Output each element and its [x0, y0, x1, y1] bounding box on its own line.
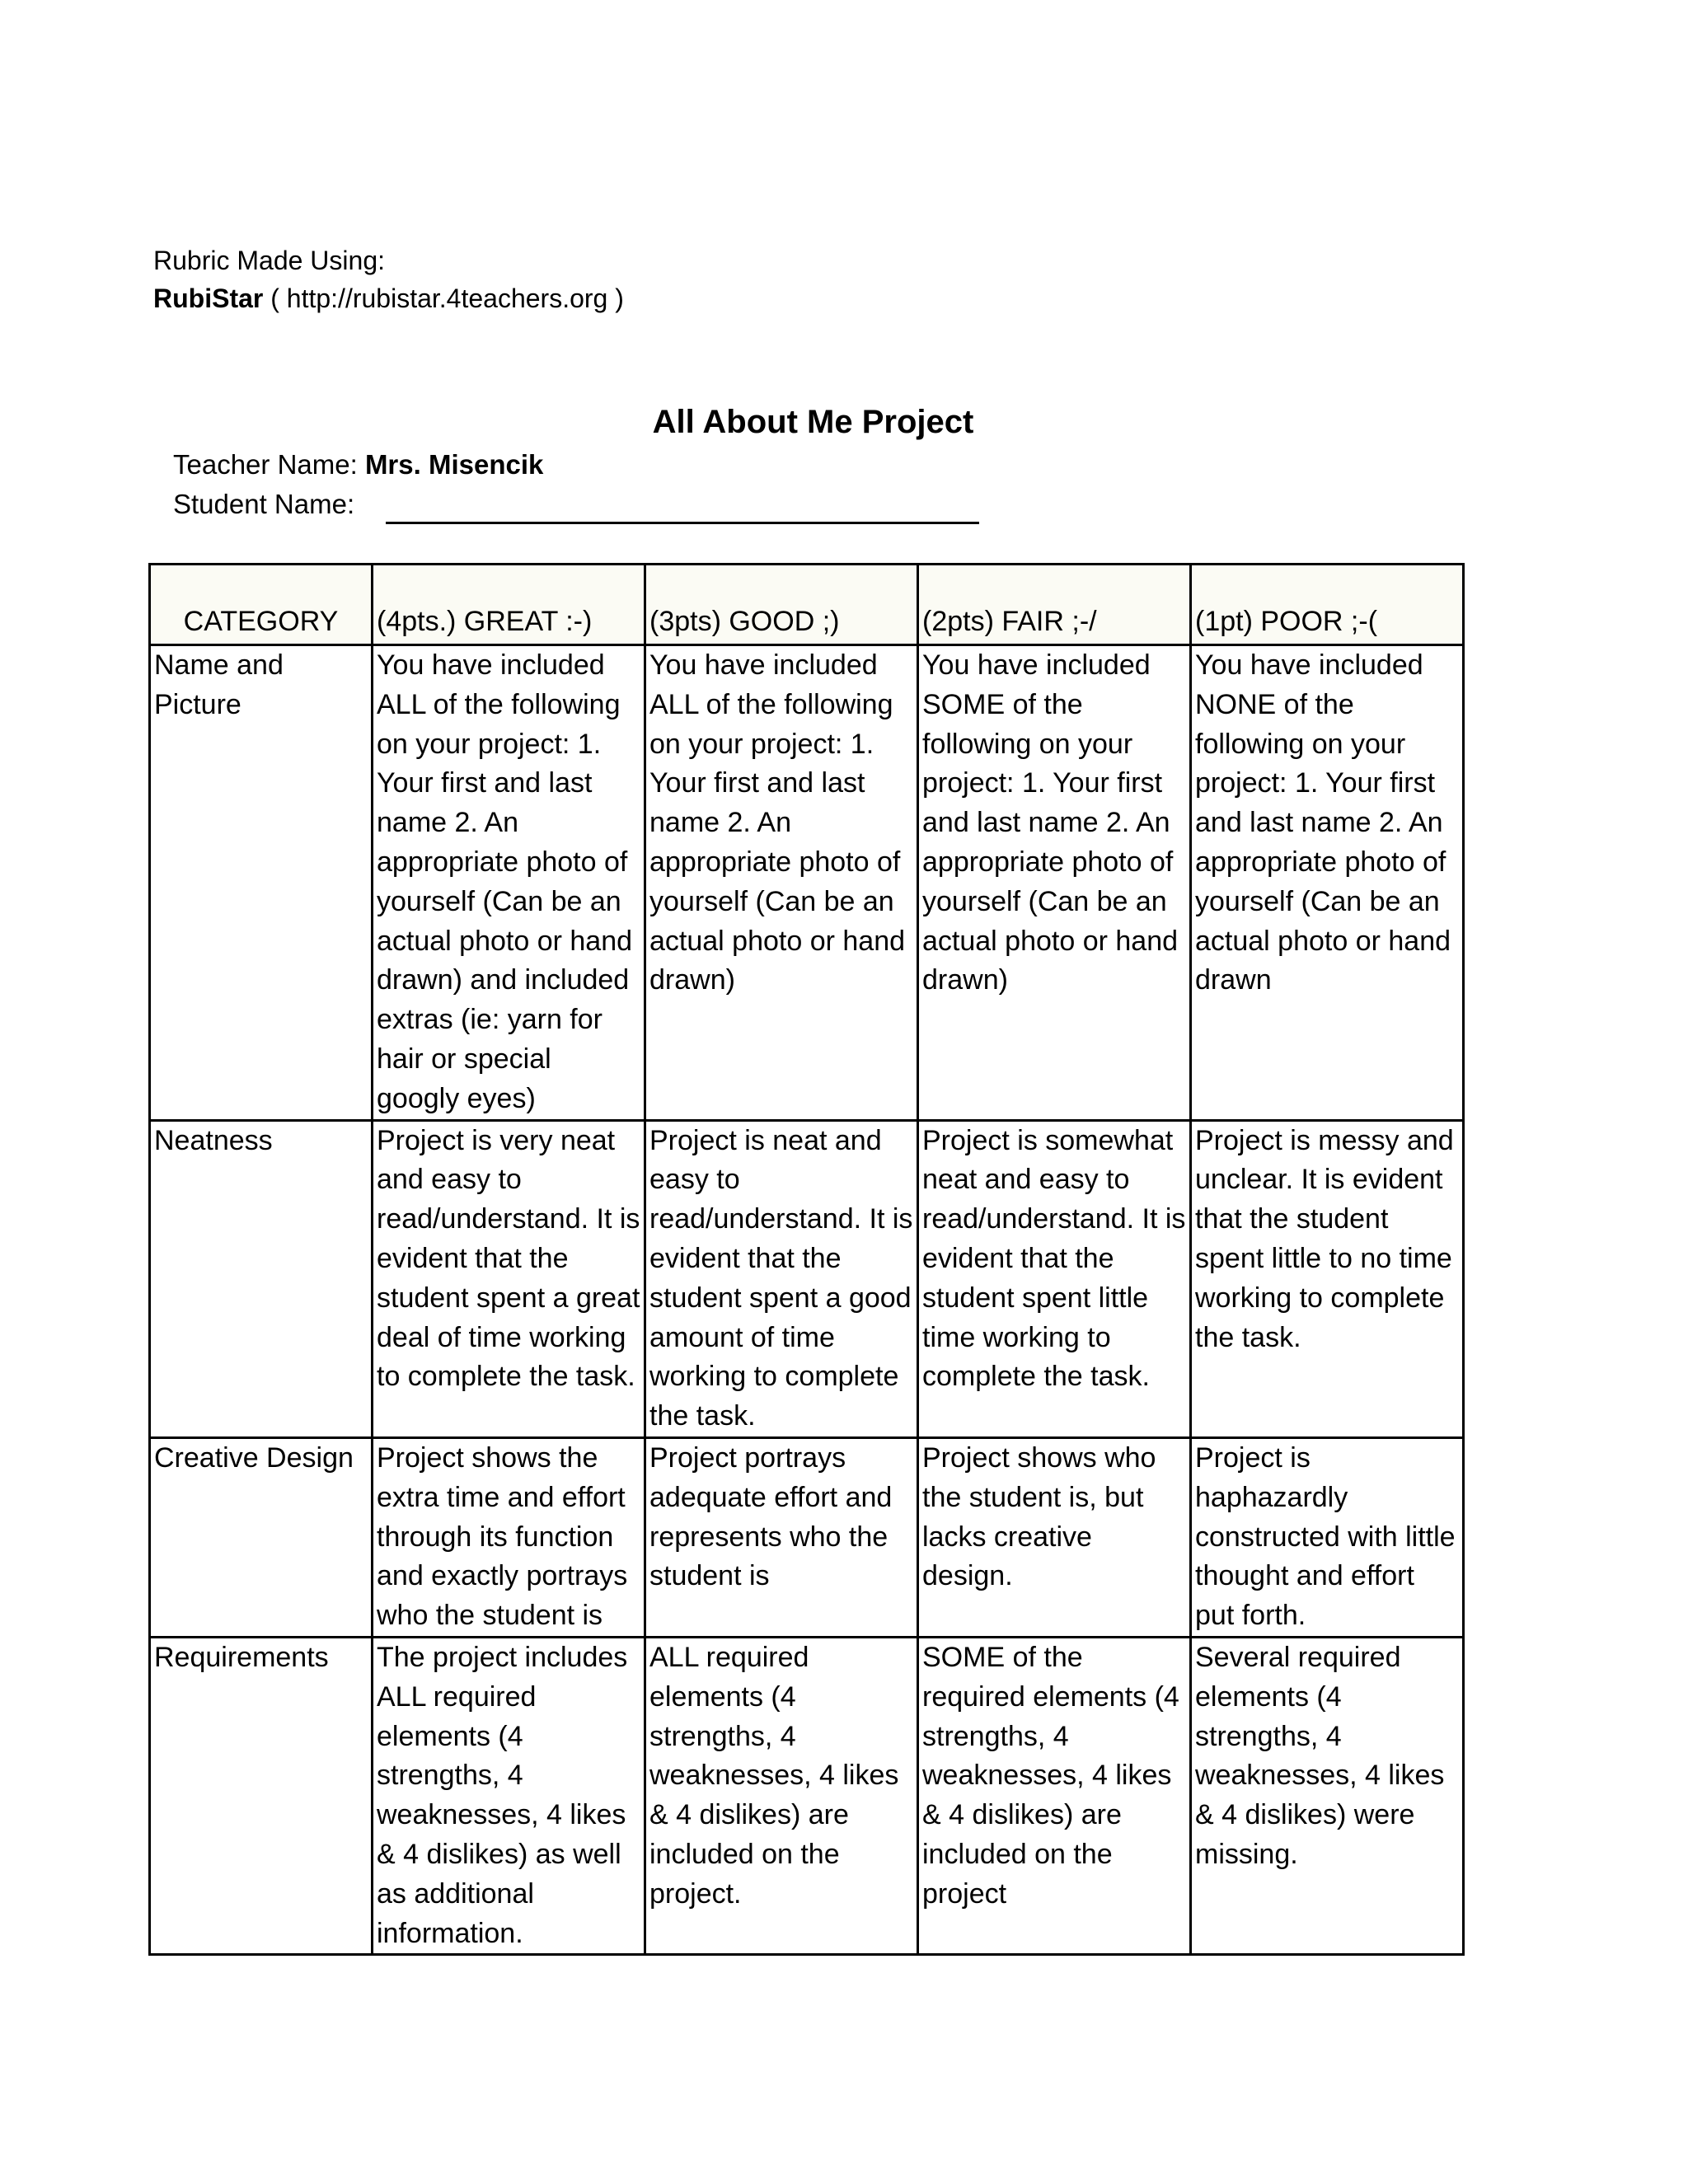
cell-good: You have included ALL of the following on your project: 1. Your first and last name 2. An appropriate photo of yourself (Can be an actual photo or hand drawn): [645, 645, 918, 1121]
table-row: [150, 1637, 1464, 1954]
table-row: [150, 1437, 1464, 1637]
cell-fair: SOME of the required elements (4 strengths, 4 weaknesses, 4 likes & 4 dislikes) are included on the project: [918, 1637, 1191, 1954]
rubistar-url: ( http://rubistar.4teachers.org ): [263, 284, 624, 313]
student-name-blank: [386, 492, 979, 524]
cell-great: Project shows the extra time and effort through its function and exactly portrays who the student is: [373, 1437, 645, 1637]
header-poor: (1pt) POOR ;-(: [1191, 565, 1464, 645]
header-great: (4pts.) GREAT :-): [373, 565, 645, 645]
header-good: (3pts) GOOD ;): [645, 565, 918, 645]
cell-poor: Several required elements (4 strengths, 4 weaknesses, 4 likes & 4 dislikes) were missing.: [1191, 1637, 1464, 1954]
table-row: [150, 1120, 1464, 1437]
cell-great: Project is very neat and easy to read/understand. It is evident that the student spent a great deal of time working to complete the task.: [373, 1120, 645, 1437]
row-category: Name and Picture: [150, 645, 373, 1121]
header-category: CATEGORY: [150, 565, 373, 645]
cell-fair: You have included SOME of the following on your project: 1. Your first and last name 2. An appropriate photo of yourself (Can be an actual photo or hand drawn): [918, 645, 1191, 1121]
teacher-name-row: [173, 445, 979, 485]
rubistar-name: RubiStar: [153, 284, 264, 313]
row-category: Neatness: [150, 1120, 373, 1437]
student-name-row: [173, 485, 979, 524]
page-title: All About Me Project: [652, 404, 974, 440]
rubric-table: [148, 563, 1465, 1956]
header-fair: (2pts) FAIR ;-/: [918, 565, 1191, 645]
cell-poor: Project is haphazardly constructed with little thought and effort put forth.: [1191, 1437, 1464, 1637]
cell-good: ALL required elements (4 strengths, 4 weaknesses, 4 likes & 4 dislikes) are included on the project.: [645, 1637, 918, 1954]
cell-good: Project portrays adequate effort and represents who the student is: [645, 1437, 918, 1637]
row-category: Creative Design: [150, 1437, 373, 1637]
made-using-label: Rubric Made Using:: [153, 246, 385, 275]
cell-fair: Project is somewhat neat and easy to read/understand. It is evident that the student spent little time working to complete the task.: [918, 1120, 1191, 1437]
rubric-header-row: [150, 565, 1464, 645]
cell-poor: You have included NONE of the following on your project: 1. Your first and last name 2. An appropriate photo of yourself (Can be an actual photo or hand drawn: [1191, 645, 1464, 1121]
rubric-source-header: [153, 241, 624, 317]
teacher-name-value: Mrs. Misencik: [364, 449, 544, 480]
cell-great: The project includes ALL required elements (4 strengths, 4 weaknesses, 4 likes & 4 dislikes) as well as additional information.: [373, 1637, 645, 1954]
student-name-label: Student Name:: [173, 489, 355, 519]
cell-poor: Project is messy and unclear. It is evident that the student spent little to no time working to complete the task.: [1191, 1120, 1464, 1437]
cell-fair: Project shows who the student is, but lacks creative design.: [918, 1437, 1191, 1637]
rubistar-credit: [153, 279, 624, 317]
name-fields: [173, 445, 979, 524]
table-row: [150, 645, 1464, 1121]
teacher-name-label: Teacher Name:: [173, 449, 365, 480]
cell-great: You have included ALL of the following on your project: 1. Your first and last name 2. An appropriate photo of yourself (Can be an actual photo or hand drawn) and included extras (ie: yarn for hair or special googly eyes): [373, 645, 645, 1121]
row-category: Requirements: [150, 1637, 373, 1954]
cell-good: Project is neat and easy to read/understand. It is evident that the student spent a good amount of time working to complete the task.: [645, 1120, 918, 1437]
